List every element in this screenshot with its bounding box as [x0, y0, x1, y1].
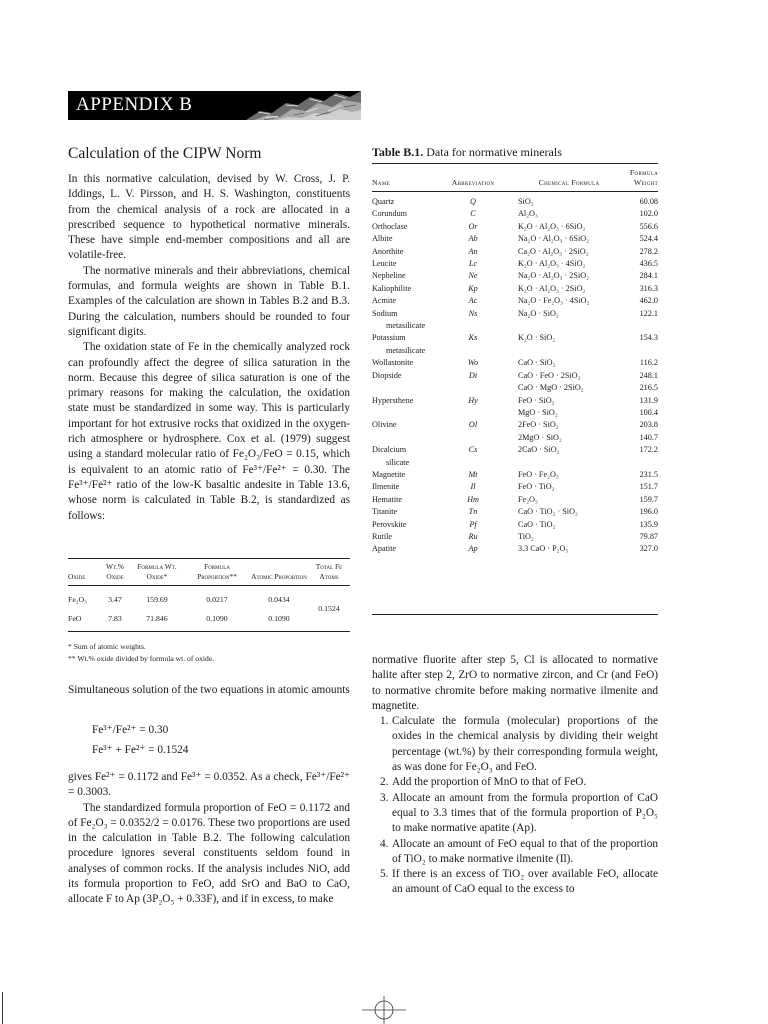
mineral-name — [372, 395, 436, 407]
paragraph: normative fluorite after step 5, Cl is allocated to normative halite after step 2, ZrO to normative zircon, and Cr (and FeO) to normative chromite before making normative ilmenite and magnetite. — [372, 654, 658, 712]
mineral-name-text: Dicalcium — [372, 445, 407, 455]
mineral-name-text: Quartz — [372, 197, 395, 206]
cell: Fe₂O₃ — [68, 595, 87, 605]
mineral-name — [372, 270, 436, 282]
mineral-abbreviation: Pf — [469, 519, 477, 529]
table-row — [372, 506, 658, 518]
step-number: 5. — [380, 868, 389, 881]
table-caption-text: Data for normative minerals — [426, 145, 562, 159]
cell: 0.0217 — [206, 595, 228, 605]
formula-weight: 79.87 — [639, 531, 658, 541]
step-number: 4. — [380, 837, 389, 850]
paragraph: gives Fe²⁺ = 0.1172 and Fe³⁺ = 0.0352. As a check, Fe³⁺/Fe²⁺ = 0.3003. — [68, 771, 350, 799]
mineral-abbreviation: Kp — [468, 283, 478, 293]
procedure-text — [372, 653, 658, 898]
mineral-name-sub: silicate — [386, 457, 410, 467]
formula-weight: 278.2 — [639, 246, 658, 256]
mineral-abbreviation: Il — [470, 482, 476, 492]
mineral-name-text: Albite — [372, 234, 393, 244]
table-header-row — [372, 168, 658, 192]
equation: Fe³⁺ + Fe²⁺ = 0.1524 — [92, 744, 189, 756]
mineral-name-text: Titanite — [372, 507, 398, 517]
step-text: Allocate an amount from the formula proportion of CaO equal to 3.3 times that of the formula proportion of P₂O₅ to make normative apatite (Ap). — [392, 791, 658, 835]
chemical-formula: Ca₂O · Al₂O₃ · 2SiO₂ — [518, 246, 589, 256]
procedure-steps — [372, 714, 658, 898]
col-header: Chemical Formula — [538, 178, 600, 187]
table-row — [372, 308, 658, 333]
chemical-formula: FeO · TiO₂ — [518, 482, 555, 492]
chemical-formula: 2FeO · SiO₂ — [518, 420, 559, 430]
result-text — [68, 770, 350, 908]
mineral-name — [372, 543, 436, 555]
mineral-name-text: Corundum — [372, 209, 408, 219]
mineral-abbreviation: Q — [470, 197, 476, 206]
chemical-formula: Fe₂O₃ — [518, 494, 538, 504]
table-row — [372, 295, 658, 307]
mineral-name — [372, 208, 436, 220]
mineral-abbreviation — [436, 407, 510, 419]
formula-weight: 140.7 — [639, 432, 658, 442]
chemical-formula: CaO · TiO₂ · SiO₂ — [518, 507, 578, 517]
procedure-step — [372, 775, 658, 790]
step-number: 1. — [380, 715, 389, 728]
formula-weight: 196.0 — [639, 507, 658, 517]
chemical-formula: Na₂O · SiO₂ — [518, 308, 559, 318]
formula-weight: 116.2 — [639, 358, 658, 368]
cell: 7.83 — [108, 613, 122, 623]
mineral-abbreviation — [436, 432, 510, 444]
mineral-abbreviation: Ac — [468, 296, 478, 306]
normative-minerals-table — [372, 168, 658, 556]
oxide-table — [68, 562, 350, 632]
mineral-name — [372, 221, 436, 233]
table-rule-top — [372, 163, 658, 164]
cell: 0.1524 — [318, 604, 340, 613]
cell: 0.1090 — [206, 613, 228, 623]
mineral-name-text: Nepheline — [372, 271, 406, 281]
formula-weight: 327.0 — [639, 544, 658, 554]
registration-mark-icon — [362, 996, 406, 1024]
table-row — [372, 469, 658, 481]
mineral-abbreviation: C — [470, 209, 476, 219]
mineral-name — [372, 258, 436, 270]
procedure-step — [372, 791, 658, 837]
footnote: * Sum of atomic weights. — [68, 642, 146, 651]
formula-weight: 231.5 — [639, 469, 658, 479]
mineral-name-text: Anorthite — [372, 246, 404, 256]
chemical-formula: CaO · FeO · 2SiO₂ — [518, 370, 581, 380]
mineral-name-text: Acmite — [372, 296, 397, 306]
chemical-formula: Al₂O₃ — [518, 209, 538, 219]
table-header-row — [68, 562, 350, 586]
mineral-abbreviation: Di — [468, 370, 478, 380]
col-header: Total Fe Atoms — [315, 562, 343, 581]
mineral-name — [372, 419, 436, 431]
table-row — [372, 283, 658, 295]
table-row — [372, 332, 658, 357]
table-row — [372, 221, 658, 233]
table-row — [372, 407, 658, 419]
paragraph: The normative minerals and their abbreviations, chemical formulas, and formula weights are shown in Table B.1. Examples of the calculation are shown in Tables B.2 and B.3. During the calculation, numbers should be rounded to four significant digits. — [68, 264, 350, 338]
step-number: 3. — [380, 791, 389, 804]
mineral-abbreviation: An — [468, 246, 478, 256]
col-header: Abbreviation — [451, 178, 495, 187]
mineral-name — [372, 531, 436, 543]
col-header: Wt.% Oxide — [105, 562, 125, 581]
table-row — [68, 586, 350, 608]
cell: 3.47 — [108, 595, 122, 605]
table-row — [372, 531, 658, 543]
cell: 0.0434 — [268, 595, 290, 605]
formula-weight: 102.0 — [639, 209, 658, 219]
step-text: Add the proportion of MnO to that of FeO. — [392, 776, 587, 789]
table-row — [372, 543, 658, 555]
mineral-name-text: Olivine — [372, 420, 397, 430]
mineral-name-text: Potassium — [372, 333, 406, 343]
formula-weight: 131.9 — [639, 395, 658, 405]
step-text: If there is an excess of TiO₂ over available FeO, allocate an amount of CaO equal to the excess to — [392, 868, 658, 896]
mineral-name — [372, 308, 436, 333]
table-row — [372, 233, 658, 245]
mineral-name-text: Hematite — [372, 494, 403, 504]
mineral-name — [372, 332, 436, 357]
cell: 0.1090 — [268, 613, 290, 623]
chemical-formula: 2MgO · SiO₂ — [518, 432, 562, 442]
mineral-abbreviation: Cs — [468, 445, 478, 455]
table-row — [372, 395, 658, 407]
mineral-name — [372, 494, 436, 506]
table-rule-bottom — [372, 614, 658, 615]
mineral-name-text: Sodium — [372, 308, 398, 318]
mineral-abbreviation: Ol — [468, 420, 478, 430]
col-header: Name — [372, 178, 390, 187]
solution-text — [68, 683, 350, 698]
cell: 71.846 — [146, 613, 168, 623]
paragraph: Simultaneous solution of the two equations in atomic amounts — [68, 684, 350, 696]
equation: Fe³⁺/Fe²⁺ = 0.30 — [92, 724, 169, 736]
mineral-name — [372, 233, 436, 245]
mineral-name-text: Orthoclase — [372, 221, 408, 231]
mineral-name — [372, 370, 436, 382]
mineral-abbreviation: Ru — [468, 531, 478, 541]
step-text: Allocate an amount of FeO equal to that of the proportion of TiO₂ to make normative ilmenite (Il). — [392, 837, 658, 865]
mineral-name — [372, 295, 436, 307]
mineral-name-sub: metasilicate — [386, 345, 426, 355]
chemical-formula: Na₂O · Al₂O₃ · 2SiO₂ — [518, 271, 590, 281]
formula-weight: 135.9 — [639, 519, 658, 529]
mineral-name-text: Magnetite — [372, 469, 406, 479]
formula-weight: 248.1 — [639, 370, 658, 380]
mineral-name — [372, 481, 436, 493]
step-number: 2. — [380, 776, 389, 789]
procedure-step — [372, 714, 658, 775]
mineral-abbreviation: Tn — [468, 507, 478, 517]
table-row — [372, 444, 658, 469]
col-header: Atomic Proportion — [251, 572, 307, 581]
table-row — [372, 419, 658, 431]
paragraph: The oxidation state of Fe in the chemically analyzed rock can profoundly affect the degree of silica saturation in the norm. Because this degree of silica saturation is one of the primary reasons for making the calculation, the oxidation state must be standardized in some way. This is particularly important for hot extrusive rocks that oxidized in the oxygen-rich atmosphere or hydrosphere. Cox et al. (1979) suggest using a standard molecular ratio of Fe₂O₃/FeO = 0.15, which is equivalent to an atomic ratio of Fe³⁺/Fe²⁺ = 0.30. The Fe³⁺/Fe²⁺ ratio of the low-K basaltic andesite in Table 13.6, whose norm is calculated in Table B.2, is standardized as follows: — [68, 341, 350, 522]
col-header: Oxide — [68, 572, 86, 581]
chemical-formula: SiO₂ — [518, 197, 534, 206]
formula-weight: 154.3 — [639, 333, 658, 343]
table-row — [372, 519, 658, 531]
mineral-name — [372, 357, 436, 369]
col-header: Formula Weight — [629, 168, 658, 187]
table-label: Table B.1. — [372, 145, 424, 159]
chemical-formula: Na₂O · Fe₂O₃ · 4SiO₂ — [518, 296, 590, 306]
formula-weight: 316.3 — [639, 283, 658, 293]
chemical-formula: MgO · SiO₂ — [518, 407, 558, 417]
procedure-step — [372, 837, 658, 868]
chemical-formula: FeO · Fe₂O₃ — [518, 469, 559, 479]
mineral-name-text: Perovskite — [372, 519, 407, 529]
mineral-abbreviation: Hy — [468, 395, 478, 405]
cell: FeO — [68, 613, 82, 623]
chemical-formula: CaO · MgO · 2SiO₂ — [518, 383, 584, 393]
chemical-formula: K₂O · Al₂O₃ · 6SiO₂ — [518, 221, 586, 231]
mineral-abbreviation: Ne — [468, 271, 478, 281]
formula-weight: 159.7 — [639, 494, 658, 504]
chemical-formula: FeO · SiO₂ — [518, 395, 555, 405]
mineral-abbreviation: Or — [468, 221, 478, 231]
mineral-name — [372, 519, 436, 531]
mineral-name — [372, 382, 436, 394]
formula-weight: 203.8 — [639, 420, 658, 430]
chemical-formula: K₂O · Al₂O₃ · 2SiO₂ — [518, 283, 586, 293]
mineral-name — [372, 407, 436, 419]
formula-weight: 216.5 — [639, 383, 658, 393]
table-row — [372, 357, 658, 369]
formula-weight: 172.2 — [639, 445, 658, 455]
mineral-name-sub: metasilicate — [386, 321, 426, 331]
cell: 159.69 — [146, 595, 168, 605]
mineral-abbreviation: Hm — [467, 494, 479, 504]
formula-weight: 122.1 — [639, 308, 658, 318]
footnote: ** Wt.% oxide divided by formula wt. of oxide. — [68, 654, 215, 663]
mineral-abbreviation: Ks — [468, 333, 478, 343]
mineral-name-text: Rutile — [372, 531, 393, 541]
table-rule-top — [68, 558, 350, 559]
col-header: Formula Proportion** — [197, 562, 237, 581]
mineral-name — [372, 469, 436, 481]
section-heading: Calculation of the CIPW Norm — [68, 145, 262, 162]
mineral-abbreviation — [436, 382, 510, 394]
mineral-abbreviation: Lc — [468, 259, 478, 269]
formula-weight: 462.0 — [639, 296, 658, 306]
formula-weight: 556.6 — [639, 221, 658, 231]
chemical-formula: CaO · TiO₂ — [518, 519, 556, 529]
chemical-formula: K₂O · Al₂O₃ · 4SiO₂ — [518, 259, 586, 269]
mineral-name — [372, 192, 436, 209]
table-row — [372, 208, 658, 220]
table-row — [372, 494, 658, 506]
mineral-name-text: Leucite — [372, 259, 397, 269]
mineral-name-text: Kaliophilite — [372, 283, 412, 293]
mineral-abbreviation: Ns — [468, 308, 478, 318]
mineral-name-text: Diopside — [372, 370, 402, 380]
mineral-abbreviation: Mt — [468, 469, 478, 479]
paragraph: In this normative calculation, devised by W. Cross, J. P. Iddings, L. V. Pirsson, and H. S. Washington, constituents from the chemical analysis of a rock are allocated in a prescribed sequence to hypothetical normative minerals. These have simple end-member compositions and all are volatile-free. — [68, 173, 350, 262]
formula-weight: 151.7 — [639, 482, 658, 492]
appendix-banner — [68, 91, 361, 120]
chemical-formula: 2CaO · SiO₂ — [518, 445, 560, 455]
intro-text — [68, 172, 350, 524]
crop-mark — [2, 992, 3, 1024]
chemical-formula: K₂O · SiO₂ — [518, 333, 556, 343]
mineral-name-text: Apatite — [372, 544, 397, 554]
mineral-name — [372, 246, 436, 258]
col-header: Formula Wt. Oxide* — [137, 562, 177, 581]
formula-weight: 524.4 — [639, 234, 658, 244]
formula-weight: 100.4 — [639, 407, 658, 417]
table-caption — [372, 145, 562, 160]
mineral-abbreviation: Wo — [467, 358, 479, 368]
table-row — [372, 270, 658, 282]
mineral-name-text: Wollastonite — [372, 358, 414, 368]
step-text: Calculate the formula (molecular) proportions of the oxides in the chemical analysis by dividing their weight percentage (wt.%) by their corresponding formula weight, as was done for Fe₂O₃ and FeO. — [392, 715, 658, 774]
table-row — [372, 258, 658, 270]
table-row — [372, 432, 658, 444]
procedure-step — [372, 867, 658, 898]
chemical-formula: Na₂O · Al₂O₃ · 6SiO₂ — [518, 234, 590, 244]
formula-weight: 436.5 — [639, 259, 658, 269]
rock-texture-image — [246, 91, 361, 120]
paragraph: The standardized formula proportion of FeO = 0.1172 and of Fe₂O₃ = 0.0352/2 = 0.0176. These two proportions are used in the calculation in Table B.2. The following calculation procedure ignores several constituents seldom found in analyses of common rocks. If the analysis includes NiO, add its formula proportion to FeO, add SrO and BaO to CaO, allocate F to Ap (3P₂O₅ + 0.33F), and if in excess, to make — [68, 801, 350, 906]
table-row — [68, 608, 350, 632]
chemical-formula: 3.3 CaO · P₂O₅ — [518, 544, 569, 554]
chemical-formula: TiO₂ — [518, 531, 534, 541]
mineral-rows — [372, 192, 658, 556]
formula-weight: 60.08 — [639, 197, 658, 206]
mineral-abbreviation: Ap — [468, 544, 478, 554]
mineral-name — [372, 283, 436, 295]
table-row — [372, 382, 658, 394]
table-row — [372, 481, 658, 493]
mineral-name — [372, 506, 436, 518]
appendix-title: APPENDIX B — [76, 94, 193, 115]
table-row — [372, 370, 658, 382]
table-row — [372, 192, 658, 209]
mineral-name-text: Hypersthene — [372, 395, 414, 405]
formula-weight: 284.1 — [639, 271, 658, 281]
chemical-formula: CaO · SiO₂ — [518, 358, 556, 368]
mineral-name — [372, 444, 436, 469]
mineral-abbreviation: Ab — [468, 234, 478, 244]
mineral-name — [372, 432, 436, 444]
table-row — [372, 246, 658, 258]
mineral-name-text: Ilmenite — [372, 482, 400, 492]
